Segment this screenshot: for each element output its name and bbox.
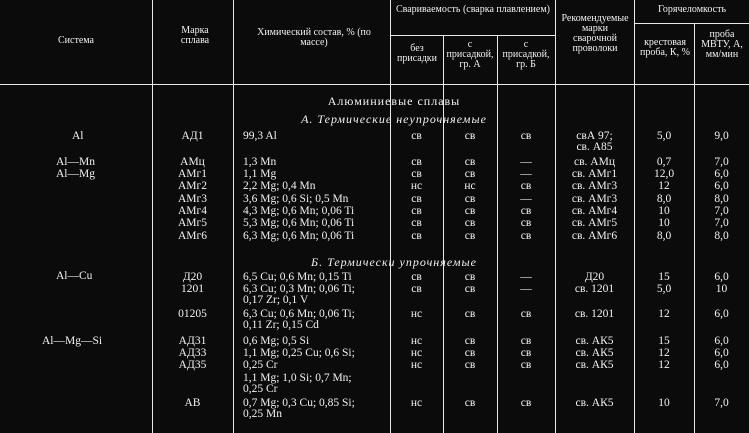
weld-filler-a: св bbox=[464, 217, 476, 229]
system-label: Al bbox=[72, 130, 84, 142]
welding-wire: св. АМг3 bbox=[571, 180, 618, 192]
weld-no-filler: св bbox=[411, 283, 422, 295]
weld-no-filler: св bbox=[411, 168, 422, 180]
chem-composition: 5,3 Mg; 0,6 Mn; 0,06 Ti bbox=[243, 217, 355, 229]
cross-test-value: 12,0 bbox=[653, 168, 675, 180]
alloy-grade: 01205 bbox=[178, 308, 207, 320]
welding-wire: Д20 bbox=[584, 271, 605, 283]
alloy-grade: АМг2 bbox=[178, 180, 207, 192]
header-mvtu-test: проба МВТУ, А, мм/мин bbox=[701, 29, 743, 60]
cross-test-value: 12 bbox=[658, 180, 670, 192]
welding-wire: св. АК5 bbox=[575, 335, 614, 347]
welding-wire: св. АМц bbox=[574, 156, 615, 168]
chem-composition: 2,2 Mg; 0,4 Mn bbox=[243, 180, 316, 192]
cross-test-value: 5,0 bbox=[656, 130, 672, 142]
welding-wire: св. АМг3 bbox=[571, 193, 618, 205]
welding-wire: св. АМг1 bbox=[571, 168, 618, 180]
weld-filler-b: св bbox=[520, 397, 532, 409]
alloy-grade: АМг6 bbox=[178, 230, 207, 242]
alloy-grade: АВ bbox=[184, 397, 201, 409]
chem-composition: 0,25 Cr bbox=[243, 359, 278, 371]
header-weldability: Свариваемость (сварка плавлением) bbox=[395, 4, 550, 15]
alloy-grade: АД33 bbox=[178, 347, 207, 359]
chem-composition: 0,25 Cr bbox=[243, 383, 278, 395]
welding-wire: св. 1201 bbox=[574, 283, 615, 295]
chem-composition: 0,25 Mn bbox=[243, 408, 282, 420]
chem-composition: 6,3 Cu; 0,3 Mn; 0,06 Ti; bbox=[243, 283, 355, 295]
weld-filler-b: св bbox=[520, 217, 532, 229]
mvtu-test-value: 10 bbox=[715, 283, 728, 295]
chem-composition: 0,17 Zr; 0,1 V bbox=[243, 294, 309, 306]
cross-test-value: 15 bbox=[658, 335, 670, 347]
cross-test-value: 5,0 bbox=[656, 283, 672, 295]
weld-no-filler: св bbox=[411, 217, 422, 229]
welding-wire: св. АК5 bbox=[575, 397, 614, 409]
alloy-grade: АД31 bbox=[178, 335, 207, 347]
weld-filler-b: св bbox=[520, 308, 532, 320]
chem-composition: 6,3 Cu; 0,6 Mn; 0,06 Ti; bbox=[243, 308, 355, 320]
alloy-grade: АД35 bbox=[178, 359, 207, 371]
cross-test-value: 10 bbox=[658, 205, 670, 217]
chem-composition: 1,1 Mg bbox=[243, 168, 277, 180]
weld-filler-a: св bbox=[464, 130, 476, 142]
chem-composition: 1,3 Mn bbox=[243, 156, 277, 168]
welding-wire: св. АМг5 bbox=[571, 217, 618, 229]
weld-filler-b: — bbox=[520, 271, 532, 283]
weld-filler-b: — bbox=[520, 156, 532, 168]
weld-no-filler: св bbox=[411, 156, 422, 168]
weld-filler-b: — bbox=[520, 168, 532, 180]
alloy-grade: АМг3 bbox=[178, 193, 207, 205]
header-weld-b: с присадкой, гр. Б bbox=[502, 39, 550, 70]
cross-test-value: 10 bbox=[658, 217, 670, 229]
weld-no-filler: св bbox=[411, 230, 422, 242]
welding-wire: св. АК5 bbox=[575, 347, 614, 359]
system-label: Al—Cu bbox=[56, 270, 93, 282]
section-title: Алюминиевые сплавы bbox=[327, 94, 461, 108]
system-label: Al—Mg bbox=[56, 168, 95, 180]
weld-no-filler: нс bbox=[410, 397, 423, 409]
weld-no-filler: нс bbox=[410, 308, 423, 320]
welding-wire: св. АМг6 bbox=[571, 230, 618, 242]
weld-filler-a: нс bbox=[464, 180, 476, 192]
weld-filler-b: — bbox=[520, 283, 532, 295]
weld-filler-b: св bbox=[520, 230, 532, 242]
header-bottom-rule bbox=[0, 84, 749, 85]
weld-no-filler: нс bbox=[410, 335, 423, 347]
cross-test-value: 8,0 bbox=[656, 230, 672, 242]
mvtu-test-value: 6,0 bbox=[714, 308, 729, 320]
chem-composition: 1,1 Mg; 0,25 Cu; 0,6 Si; bbox=[243, 347, 355, 359]
weld-no-filler: нс bbox=[410, 180, 423, 192]
weld-filler-b: — bbox=[520, 193, 532, 205]
welding-wire: свА 97; bbox=[576, 130, 613, 142]
cross-test-value: 12 bbox=[658, 308, 670, 320]
header-hot-cracking: Горячеломкость bbox=[657, 4, 727, 15]
mvtu-test-value: 8,0 bbox=[714, 193, 729, 205]
weld-filler-b: св bbox=[520, 335, 532, 347]
alloy-grade: 1201 bbox=[181, 283, 204, 295]
alloy-grade: АМц bbox=[180, 156, 205, 168]
weld-no-filler: св bbox=[411, 205, 422, 217]
header-cross-test: крестовая проба, К, % bbox=[640, 37, 690, 58]
chem-composition: 0,6 Mg; 0,5 Si bbox=[243, 335, 310, 347]
mvtu-test-value: 7,0 bbox=[714, 205, 729, 217]
cross-test-value: 12 bbox=[658, 347, 670, 359]
mvtu-test-value: 6,0 bbox=[714, 347, 729, 359]
mvtu-test-value: 6,0 bbox=[714, 359, 729, 371]
mvtu-test-value: 6,0 bbox=[714, 335, 729, 347]
weld-filler-b: св bbox=[520, 130, 532, 142]
weld-filler-b: св bbox=[520, 205, 532, 217]
system-label: Al—Mg—Si bbox=[42, 335, 103, 347]
mvtu-test-value: 9,0 bbox=[714, 130, 729, 142]
weld-filler-a: св bbox=[464, 335, 476, 347]
mvtu-test-value: 6,0 bbox=[714, 271, 729, 283]
weld-filler-a: св bbox=[464, 168, 476, 180]
mvtu-test-value: 6,0 bbox=[714, 168, 729, 180]
weld-no-filler: св bbox=[411, 130, 422, 142]
welding-wire: св. А85 bbox=[576, 141, 613, 153]
chem-composition: 3,6 Mg; 0,6 Si; 0,5 Mn bbox=[243, 193, 349, 205]
alloy-grade: АД1 bbox=[181, 130, 204, 142]
chem-composition: 6,3 Mg; 0,6 Mn; 0,06 Ti bbox=[243, 230, 355, 242]
weld-filler-a: св bbox=[464, 397, 476, 409]
weld-no-filler: нс bbox=[410, 359, 423, 371]
header-system: Система bbox=[58, 35, 94, 46]
weld-filler-b: св bbox=[520, 180, 532, 192]
weld-filler-b: св bbox=[520, 347, 532, 359]
chem-composition: 0,11 Zr; 0,15 Cd bbox=[243, 319, 319, 331]
welding-wire: св. 1201 bbox=[574, 308, 615, 320]
mvtu-test-value: 6,0 bbox=[714, 180, 729, 192]
cross-test-value: 12 bbox=[658, 359, 670, 371]
system-label: Al—Mn bbox=[56, 156, 95, 168]
weld-no-filler: св bbox=[411, 193, 422, 205]
header-weld-a: с присадкой, гр. А bbox=[446, 39, 494, 70]
mvtu-test-value: 7,0 bbox=[714, 397, 729, 409]
weld-filler-a: св bbox=[464, 283, 476, 295]
weld-filler-a: св bbox=[464, 193, 476, 205]
welding-wire: св. АМг4 bbox=[571, 205, 618, 217]
alloy-grade: АМг4 bbox=[178, 205, 207, 217]
chem-composition: 4,3 Mg; 0,6 Mn; 0,06 Ti bbox=[243, 205, 355, 217]
mvtu-test-value: 7,0 bbox=[714, 217, 729, 229]
mvtu-test-value: 7,0 bbox=[714, 156, 729, 168]
header-grade: Марка сплава bbox=[180, 25, 210, 46]
alloy-grade: АМг1 bbox=[178, 168, 207, 180]
chem-composition: 99,3 Al bbox=[243, 130, 277, 142]
weld-filler-a: св bbox=[464, 205, 476, 217]
subsection-title: А. Термические неупрочняемые bbox=[301, 112, 487, 126]
weld-no-filler: св bbox=[411, 271, 422, 283]
header-divider bbox=[390, 35, 555, 36]
weld-no-filler: нс bbox=[410, 347, 423, 359]
column-divider bbox=[233, 0, 234, 433]
weld-filler-a: св bbox=[464, 359, 476, 371]
header-weld-none: без присадки bbox=[397, 43, 437, 64]
weld-filler-b: св bbox=[520, 359, 532, 371]
chem-composition: 1,1 Mg; 1,0 Si; 0,7 Mn; bbox=[243, 372, 352, 384]
header-chem: Химический состав, % (по массе) bbox=[257, 27, 371, 48]
header-divider bbox=[634, 23, 749, 24]
chem-composition: 6,5 Cu; 0,6 Mn; 0,15 Ti bbox=[243, 271, 352, 283]
chem-composition: 0,7 Mg; 0,3 Cu; 0,85 Si; bbox=[243, 397, 355, 409]
cross-test-value: 15 bbox=[658, 271, 670, 283]
alloy-grade: Д20 bbox=[182, 271, 203, 283]
weld-filler-a: св bbox=[464, 308, 476, 320]
header-wire: Рекомендуемые марки сварочной проволоки bbox=[561, 13, 629, 54]
weld-filler-a: св bbox=[464, 230, 476, 242]
alloy-grade: АМг5 bbox=[178, 217, 207, 229]
welding-wire: св. АК5 bbox=[575, 359, 614, 371]
cross-test-value: 0,7 bbox=[656, 156, 672, 168]
cross-test-value: 8,0 bbox=[656, 193, 672, 205]
subsection-title: Б. Термически упрочняемые bbox=[311, 255, 477, 269]
mvtu-test-value: 8,0 bbox=[714, 230, 729, 242]
weld-filler-a: св bbox=[464, 347, 476, 359]
weld-filler-a: св bbox=[464, 271, 476, 283]
cross-test-value: 10 bbox=[658, 397, 670, 409]
weld-filler-a: св bbox=[464, 156, 476, 168]
